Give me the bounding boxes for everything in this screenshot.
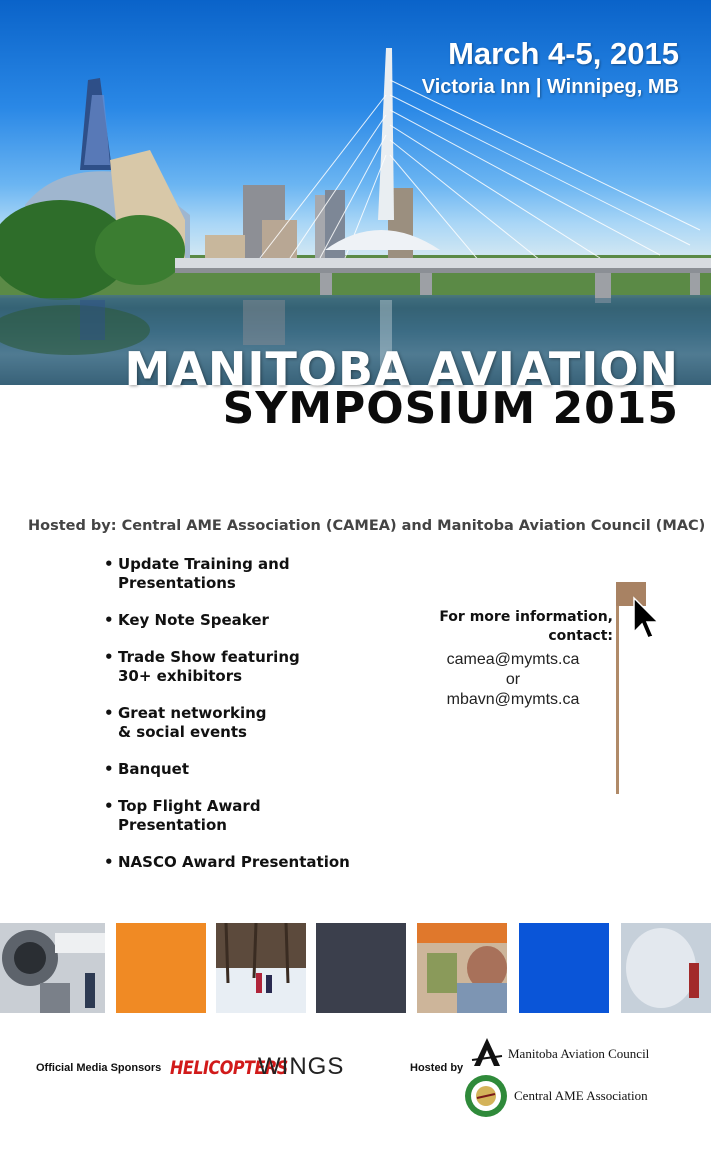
feature-text: Banquet bbox=[118, 760, 189, 778]
email-mbavn[interactable]: mbavn@mymts.ca bbox=[446, 691, 580, 708]
image-strip bbox=[0, 923, 711, 1013]
or-text: or bbox=[505, 671, 521, 688]
winter-photo bbox=[216, 923, 306, 1013]
divider-line bbox=[616, 582, 619, 794]
feature-item bbox=[104, 611, 394, 630]
engine-photo bbox=[0, 923, 105, 1013]
helicopters-logo: HELICOPTERS bbox=[170, 1056, 288, 1079]
mac-name: Manitoba Aviation Council bbox=[508, 1046, 650, 1061]
feature-text: Presentation bbox=[118, 816, 227, 834]
contact-heading-line: contact: bbox=[548, 628, 613, 644]
feature-item bbox=[104, 797, 394, 835]
feature-item bbox=[104, 555, 394, 593]
slate-tile bbox=[316, 923, 406, 1013]
mac-logo-icon bbox=[470, 1036, 504, 1070]
hosted-by-line: Hosted by: Central AME Association (CAMEA) and Manitoba Aviation Council (MAC) bbox=[28, 518, 706, 534]
blue-tile bbox=[519, 923, 609, 1013]
mouse-cursor-icon bbox=[632, 596, 660, 640]
snow-sculpture-photo bbox=[621, 923, 711, 1013]
feature-item bbox=[104, 648, 394, 686]
ame-logo-icon bbox=[463, 1073, 509, 1119]
feature-item bbox=[104, 760, 394, 779]
feature-text: Top Flight Award bbox=[118, 797, 261, 815]
contact-info bbox=[413, 608, 613, 710]
feature-text: Key Note Speaker bbox=[118, 611, 269, 629]
feature-text: & social events bbox=[118, 723, 247, 741]
event-date: March 4-5, 2015 bbox=[448, 36, 679, 71]
hosted-by-label: Hosted by bbox=[410, 1062, 464, 1074]
feature-text: Great networking bbox=[118, 704, 267, 722]
media-sponsors-label: Official Media Sponsors bbox=[36, 1062, 162, 1074]
feature-text: Update Training and bbox=[118, 555, 290, 573]
feature-item bbox=[104, 704, 394, 742]
feature-text: 30+ exhibitors bbox=[118, 667, 243, 685]
email-camea[interactable]: camea@mymts.ca bbox=[446, 651, 580, 668]
ame-name: Central AME Association bbox=[514, 1088, 648, 1103]
contact-emails bbox=[413, 650, 613, 710]
event-title-line2: SYMPOSIUM 2015 bbox=[222, 383, 679, 434]
feature-text: Trade Show featuring bbox=[118, 648, 300, 666]
feature-text: NASCO Award Presentation bbox=[118, 853, 350, 871]
contact-heading bbox=[413, 608, 613, 646]
feature-text: Presentations bbox=[118, 574, 236, 592]
wings-logo: WINGS bbox=[258, 1053, 345, 1080]
contact-heading-line: For more information, bbox=[439, 609, 613, 625]
mechanic-photo bbox=[417, 923, 507, 1013]
orange-tile bbox=[116, 923, 206, 1013]
feature-list bbox=[104, 555, 394, 890]
event-venue: Victoria Inn | Winnipeg, MB bbox=[421, 76, 679, 98]
hero-image bbox=[0, 0, 711, 385]
feature-item bbox=[104, 853, 394, 872]
event-title-line1: MANITOBA AVIATION bbox=[124, 342, 679, 396]
